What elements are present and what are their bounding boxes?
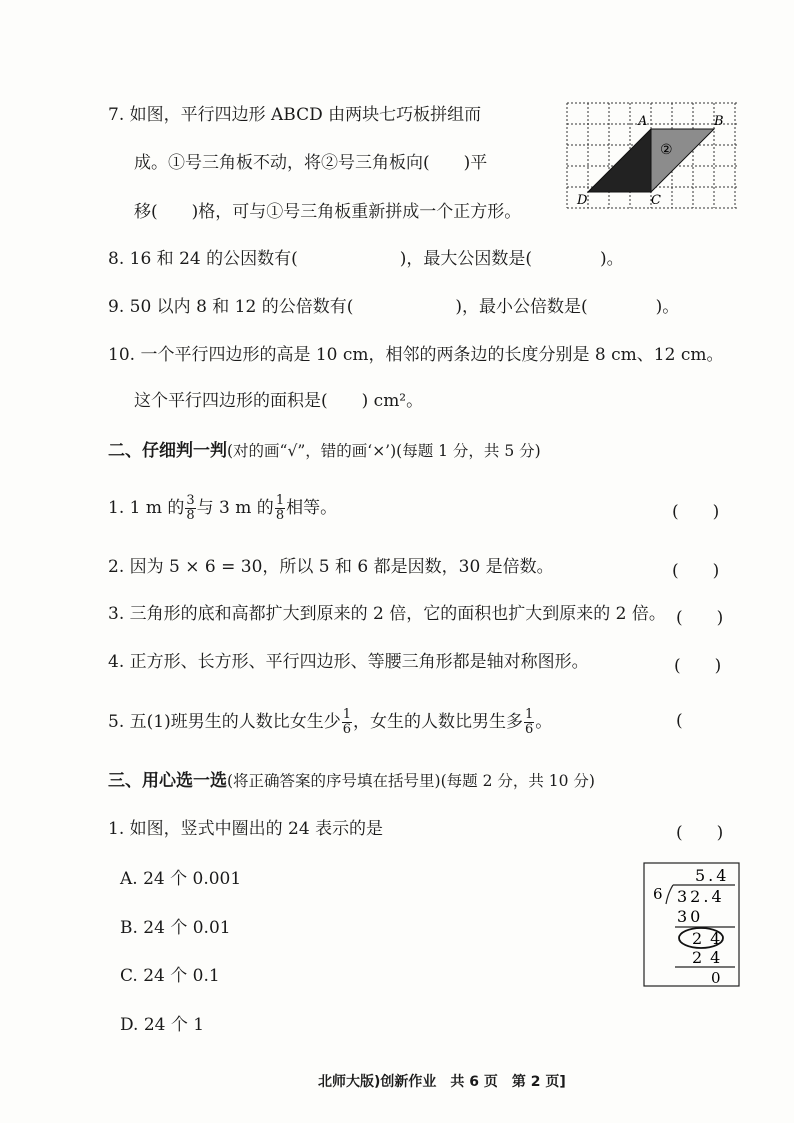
part3-note: (将正确答案的序号填在括号里)(每题 2 分，共 10 分)	[227, 772, 595, 790]
part3-title: 三、用心选一选	[108, 771, 227, 791]
p2-q1	[108, 494, 337, 523]
fraction-3-8	[185, 494, 195, 523]
option-d[interactable]: D. 24 个 1	[120, 1015, 205, 1035]
q7-line3: 移( )格，可与①号三角板重新拼成一个正方形。	[134, 202, 522, 222]
step2-circled: 24	[692, 929, 729, 948]
step1: 30	[677, 907, 704, 926]
tangram-grid-figure	[564, 100, 740, 212]
part2-title: 二、仔细判一判	[108, 441, 227, 461]
option-a[interactable]: A. 24 个 0.001	[120, 869, 242, 889]
label-c: C	[651, 193, 661, 208]
part3-heading	[108, 770, 595, 792]
divisor: 6	[653, 885, 663, 903]
triangle-1	[588, 129, 651, 192]
frac-den: 6	[342, 722, 351, 737]
p2-q5	[108, 708, 552, 737]
step3: 24	[692, 948, 729, 967]
part2-note: (对的画“√”，错的画‘×’)(每题 1 分，共 5 分)	[227, 442, 541, 460]
fraction-1-6-a	[342, 708, 352, 737]
answer-paren-p2-q1[interactable]: ( )	[672, 502, 720, 522]
answer-paren-p2-q3[interactable]: ( )	[676, 608, 724, 628]
remainder: 0	[711, 969, 721, 987]
frac-den: 8	[275, 508, 285, 523]
q9: 9. 50 以内 8 和 12 的公倍数有( )，最小公倍数是( )。	[108, 297, 680, 317]
p2-q5-post: 。	[535, 712, 553, 732]
option-b[interactable]: B. 24 个 0.01	[120, 918, 231, 938]
frac-den: 8	[186, 508, 195, 523]
part2-heading	[108, 440, 541, 462]
q10-line1: 10. 一个平行四边形的高是 10 cm，相邻的两条边的长度分别是 8 cm、12 cm。	[108, 345, 724, 365]
p2-q4: 4. 正方形、长方形、平行四边形、等腰三角形都是轴对称图形。	[108, 652, 589, 672]
label-a: A	[638, 114, 648, 129]
p2-q5-mid: ，女生的人数比男生多	[353, 712, 523, 732]
dividend: 32.4	[677, 887, 725, 906]
q7-line2: 成。①号三角板不动，将②号三角板向( )平	[134, 153, 488, 173]
q7-line1: 7. 如图，平行四边形 ABCD 由两块七巧板拼组而	[108, 105, 482, 125]
long-division-figure	[643, 862, 741, 988]
frac-num: 1	[275, 493, 285, 508]
triangle-2	[651, 129, 714, 192]
q10-line2: 这个平行四边形的面积是( ) cm²。	[134, 391, 424, 411]
page-footer: 北师大版)创新作业 共 6 页 第 2 页]	[318, 1074, 566, 1090]
quotient: 5.4	[695, 866, 730, 885]
frac-num: 3	[186, 493, 195, 508]
answer-paren-p2-q2[interactable]: ( )	[672, 561, 720, 581]
q8: 8. 16 和 24 的公因数有( )，最大公因数是( )。	[108, 249, 624, 269]
option-c[interactable]: C. 24 个 0.1	[120, 966, 220, 986]
p2-q5-pre: 5. 五(1)班男生的人数比女生少	[108, 712, 341, 732]
label-b: B	[714, 114, 724, 129]
p2-q3: 3. 三角形的底和高都扩大到原来的 2 倍，它的面积也扩大到原来的 2 倍。	[108, 604, 666, 624]
p3-q1: 1. 如图，竖式中圈出的 24 表示的是	[108, 819, 384, 839]
answer-paren-p3-q1[interactable]: ( )	[676, 823, 724, 843]
p2-q1-mid: 与 3 m 的	[196, 498, 274, 518]
fraction-1-6-b	[524, 708, 534, 737]
p2-q2: 2. 因为 5 × 6 = 30，所以 5 和 6 都是因数，30 是倍数。	[108, 557, 554, 577]
fraction-1-8	[275, 494, 285, 523]
p2-q1-post: 相等。	[286, 498, 338, 518]
frac-num: 1	[525, 707, 534, 722]
p2-q1-pre: 1. 1 m 的	[108, 498, 185, 518]
label-d: D	[577, 193, 588, 208]
frac-num: 1	[342, 707, 351, 722]
answer-paren-p2-q4[interactable]: ( )	[674, 656, 722, 676]
answer-paren-p2-q5[interactable]: (	[676, 711, 683, 731]
label-circled-2: ②	[660, 142, 673, 158]
frac-den: 6	[525, 722, 534, 737]
